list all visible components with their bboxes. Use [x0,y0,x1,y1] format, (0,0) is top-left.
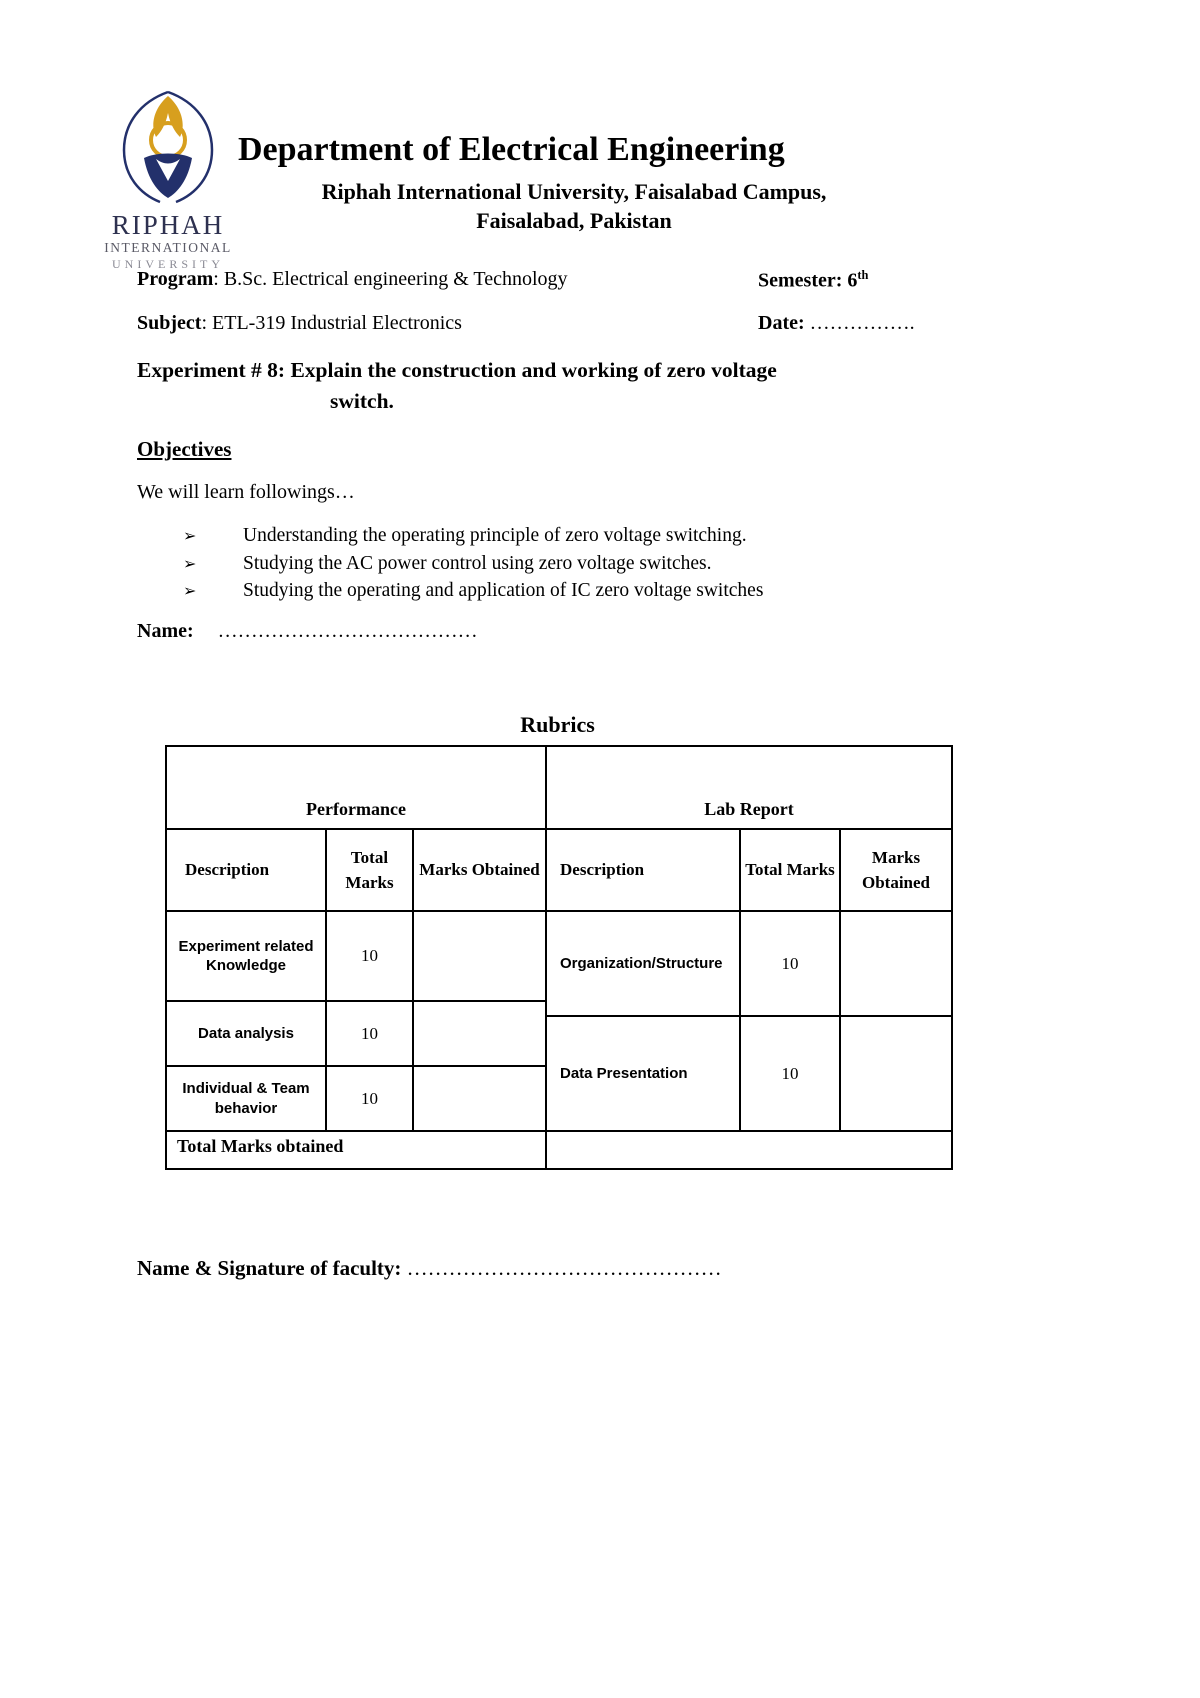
objectives-heading: Objectives [137,437,232,461]
student-name-line [137,620,478,643]
lab-report-table [547,745,953,1170]
row-total-marks: 10 [326,1001,413,1066]
semester-label: Semester: [758,269,848,292]
arrow-bullet-icon: ➢ [183,526,197,545]
row-total-marks: 10 [740,911,840,1016]
column-header-description: Description [166,829,326,911]
experiment-title1: Explain the construction and working of zero voltage [285,358,777,382]
row-description: Data Presentation [547,1016,740,1131]
program-field [137,268,568,293]
lab-report-heading: Lab Report [547,746,952,829]
table-row [166,1001,546,1066]
row-description: Data analysis [166,1001,326,1066]
program-label: Program [137,268,214,290]
experiment-line1 [137,355,1057,386]
meta-section [137,268,950,354]
total-marks-obtained-cell: Total Marks obtained [166,1131,546,1169]
row-marks-obtained [413,1001,546,1066]
program-value: : B.Sc. Electrical engineering & Technology [213,268,568,290]
column-header-description: Description [547,829,740,911]
rubrics-title: Rubrics [520,712,595,737]
row-marks-obtained [840,1016,952,1131]
name-label: Name: [137,620,194,642]
objective-text: Studying the operating and application of IC zero voltage switches [243,580,764,601]
arrow-bullet-icon: ➢ [183,553,197,573]
column-header-total-marks: Total Marks [326,829,413,911]
university-line1: Riphah International University, Faisalabad Campus, [321,178,827,204]
date-field [758,312,950,335]
semester-field [758,268,950,293]
name-dots: ………………………………… [217,620,478,642]
university-logo [88,88,248,272]
semester-ordinal: th [857,268,869,282]
experiment-label: Experiment # 8: [137,358,286,382]
experiment-heading [137,355,1057,417]
table-row [166,1066,546,1131]
row-description: Experiment related Knowledge [166,911,326,1001]
university-line2: Faisalabad, Pakistan [476,207,672,233]
logo-text-university: UNIVERSITY [112,256,224,271]
empty-footer-cell [547,1131,952,1169]
department-title: Department of Electrical Engineering [238,131,785,168]
logo-crest-icon [104,88,232,206]
experiment-title2: switch. [330,389,394,413]
row-marks-obtained [413,911,546,1001]
objectives-intro: We will learn followings… [137,481,355,503]
row-marks-obtained [840,911,952,1016]
program-row [137,268,950,293]
header [238,130,910,234]
subject-value: : ETL-319 Industrial Electronics [201,311,462,334]
subject-label: Subject [137,311,202,334]
logo-text-riphah: RIPHAH [111,210,225,240]
objectives-list [183,522,763,605]
arrow-bullet-icon: ➢ [183,581,197,600]
row-total-marks: 10 [326,1066,413,1131]
faculty-label: Name & Signature of faculty: [137,1256,402,1280]
rubrics-table [165,745,953,1170]
table-row [547,911,952,1016]
objective-text: Understanding the operating principle of zero voltage switching. [243,525,747,546]
table-row [547,1016,952,1131]
row-description: Organization/Structure [547,911,740,1016]
date-label: Date: [758,311,805,334]
row-description: Individual & Team behavior [166,1066,326,1131]
column-header-total-marks: Total Marks [740,829,840,911]
subject-row [137,312,950,335]
column-header-marks-obtained: Marks Obtained [413,829,546,911]
objective-item [183,550,763,578]
objective-text: Studying the AC power control using zero voltage switches. [243,552,712,574]
row-total-marks: 10 [326,911,413,1001]
logo-text-international: INTERNATIONAL [104,240,232,256]
row-marks-obtained [413,1066,546,1131]
objective-item [183,577,763,605]
performance-table [165,745,547,1170]
row-total-marks: 10 [740,1016,840,1131]
semester-value: 6 [847,269,858,292]
subject-field [137,312,462,335]
faculty-dots: ……………………………………… [401,1256,722,1280]
faculty-signature-line [137,1256,722,1281]
date-dots: ……………. [804,311,915,334]
objective-item [183,522,763,550]
column-header-marks-obtained: Marks Obtained [840,829,952,911]
table-row [166,911,546,1001]
performance-heading: Performance [166,746,546,829]
